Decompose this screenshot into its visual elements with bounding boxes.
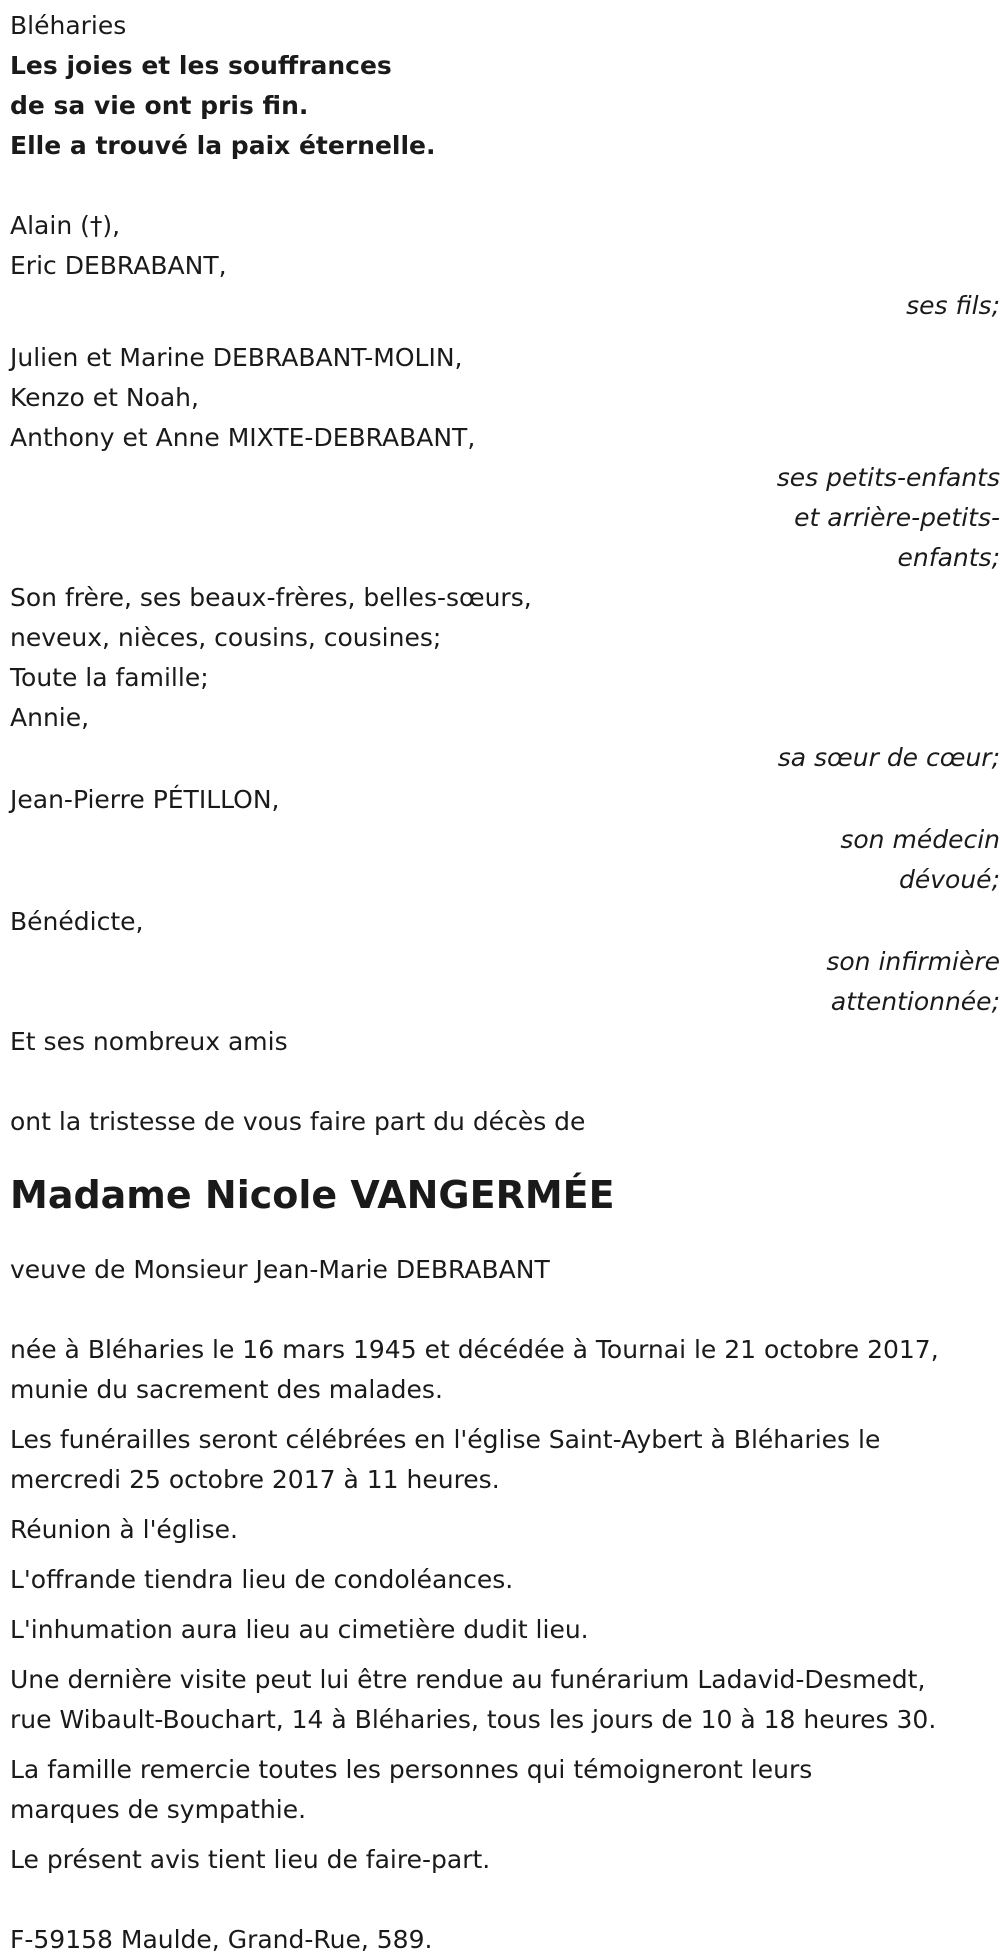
nurse-name: Bénédicte, [10,907,144,936]
son-eric: Eric DEBRABANT, [10,251,227,280]
family-line-1: Son frère, ses beaux-frères, belles-sœurs, [10,583,532,612]
notice-paragraph [10,1840,990,1880]
notice-line: Le présent avis tient lieu de faire-part. [10,1845,491,1874]
sons-relation: ses fils; [906,291,1000,320]
birth-death-line-2: munie du sacrement des malades. [10,1375,443,1404]
verse-line-3: Elle a trouvé la paix éternelle. [10,131,436,160]
thanks-line-1: La famille remercie toutes les personnes qui témoigneront leurs [10,1755,813,1784]
family-line-3: Toute la famille; [10,663,209,692]
birth-death-paragraph [10,1330,990,1410]
doctor-relation-1: son médecin [840,825,1000,854]
verse-line-2: de sa vie ont pris fin. [10,91,309,120]
friends-line: Et ses nombreux amis [10,1027,288,1056]
meeting-paragraph [10,1510,990,1550]
visit-paragraph [10,1660,990,1740]
burial-paragraph [10,1610,990,1650]
birth-death-line-1: née à Bléharies le 16 mars 1945 et décédée à Tournai le 21 octobre 2017, [10,1335,939,1364]
thanks-line-2: marques de sympathie. [10,1795,307,1824]
doctor-relation-2: dévoué; [899,865,1000,894]
meeting-line: Réunion à l'église. [10,1515,238,1544]
annie-relation: sa sœur de cœur; [777,743,1000,772]
widow-of-line: veuve de Monsieur Jean-Marie DEBRABANT [10,1255,550,1284]
grandchild-1: Julien et Marine DEBRABANT-MOLIN, [10,343,463,372]
son-alain: Alain (†), [10,211,121,240]
nurse-relation-1: son infirmière [826,947,1000,976]
funeral-paragraph [10,1420,990,1500]
deceased-name: Madame Nicole VANGERMÉE [10,1173,615,1217]
funeral-line-1: Les funérailles seront célébrées en l'église Saint-Aybert à Bléharies le [10,1425,881,1454]
offering-paragraph [10,1560,990,1600]
family-line-2: neveux, nièces, cousins, cousines; [10,623,442,652]
address-line: F-59158 Maulde, Grand-Rue, 589. [10,1925,433,1954]
visit-line-1: Une dernière visite peut lui être rendue au funérarium Ladavid-Desmedt, [10,1665,926,1694]
thanks-paragraph [10,1750,990,1830]
burial-line: L'inhumation aura lieu au cimetière dudit lieu. [10,1615,589,1644]
verse-line-1: Les joies et les souffrances [10,51,392,80]
visit-line-2: rue Wibault-Bouchart, 14 à Bléharies, tous les jours de 10 à 18 heures 30. [10,1705,937,1734]
place-name: Bléharies [10,11,127,40]
funeral-line-2: mercredi 25 octobre 2017 à 11 heures. [10,1465,500,1494]
grandchild-2: Kenzo et Noah, [10,383,199,412]
grandchildren-relation-2: et arrière-petits- [794,503,1000,532]
obituary-notice [10,6,1000,1960]
grandchildren-relation-1: ses petits-enfants [776,463,1000,492]
grandchildren-relation-3: enfants; [897,543,1000,572]
doctor-name: Jean-Pierre PÉTILLON, [10,785,280,814]
nurse-relation-2: attentionnée; [830,987,1000,1016]
announce-line: ont la tristesse de vous faire part du décès de [10,1107,586,1136]
offering-line: L'offrande tiendra lieu de condoléances. [10,1565,514,1594]
family-line-4: Annie, [10,703,90,732]
grandchild-3: Anthony et Anne MIXTE-DEBRABANT, [10,423,476,452]
